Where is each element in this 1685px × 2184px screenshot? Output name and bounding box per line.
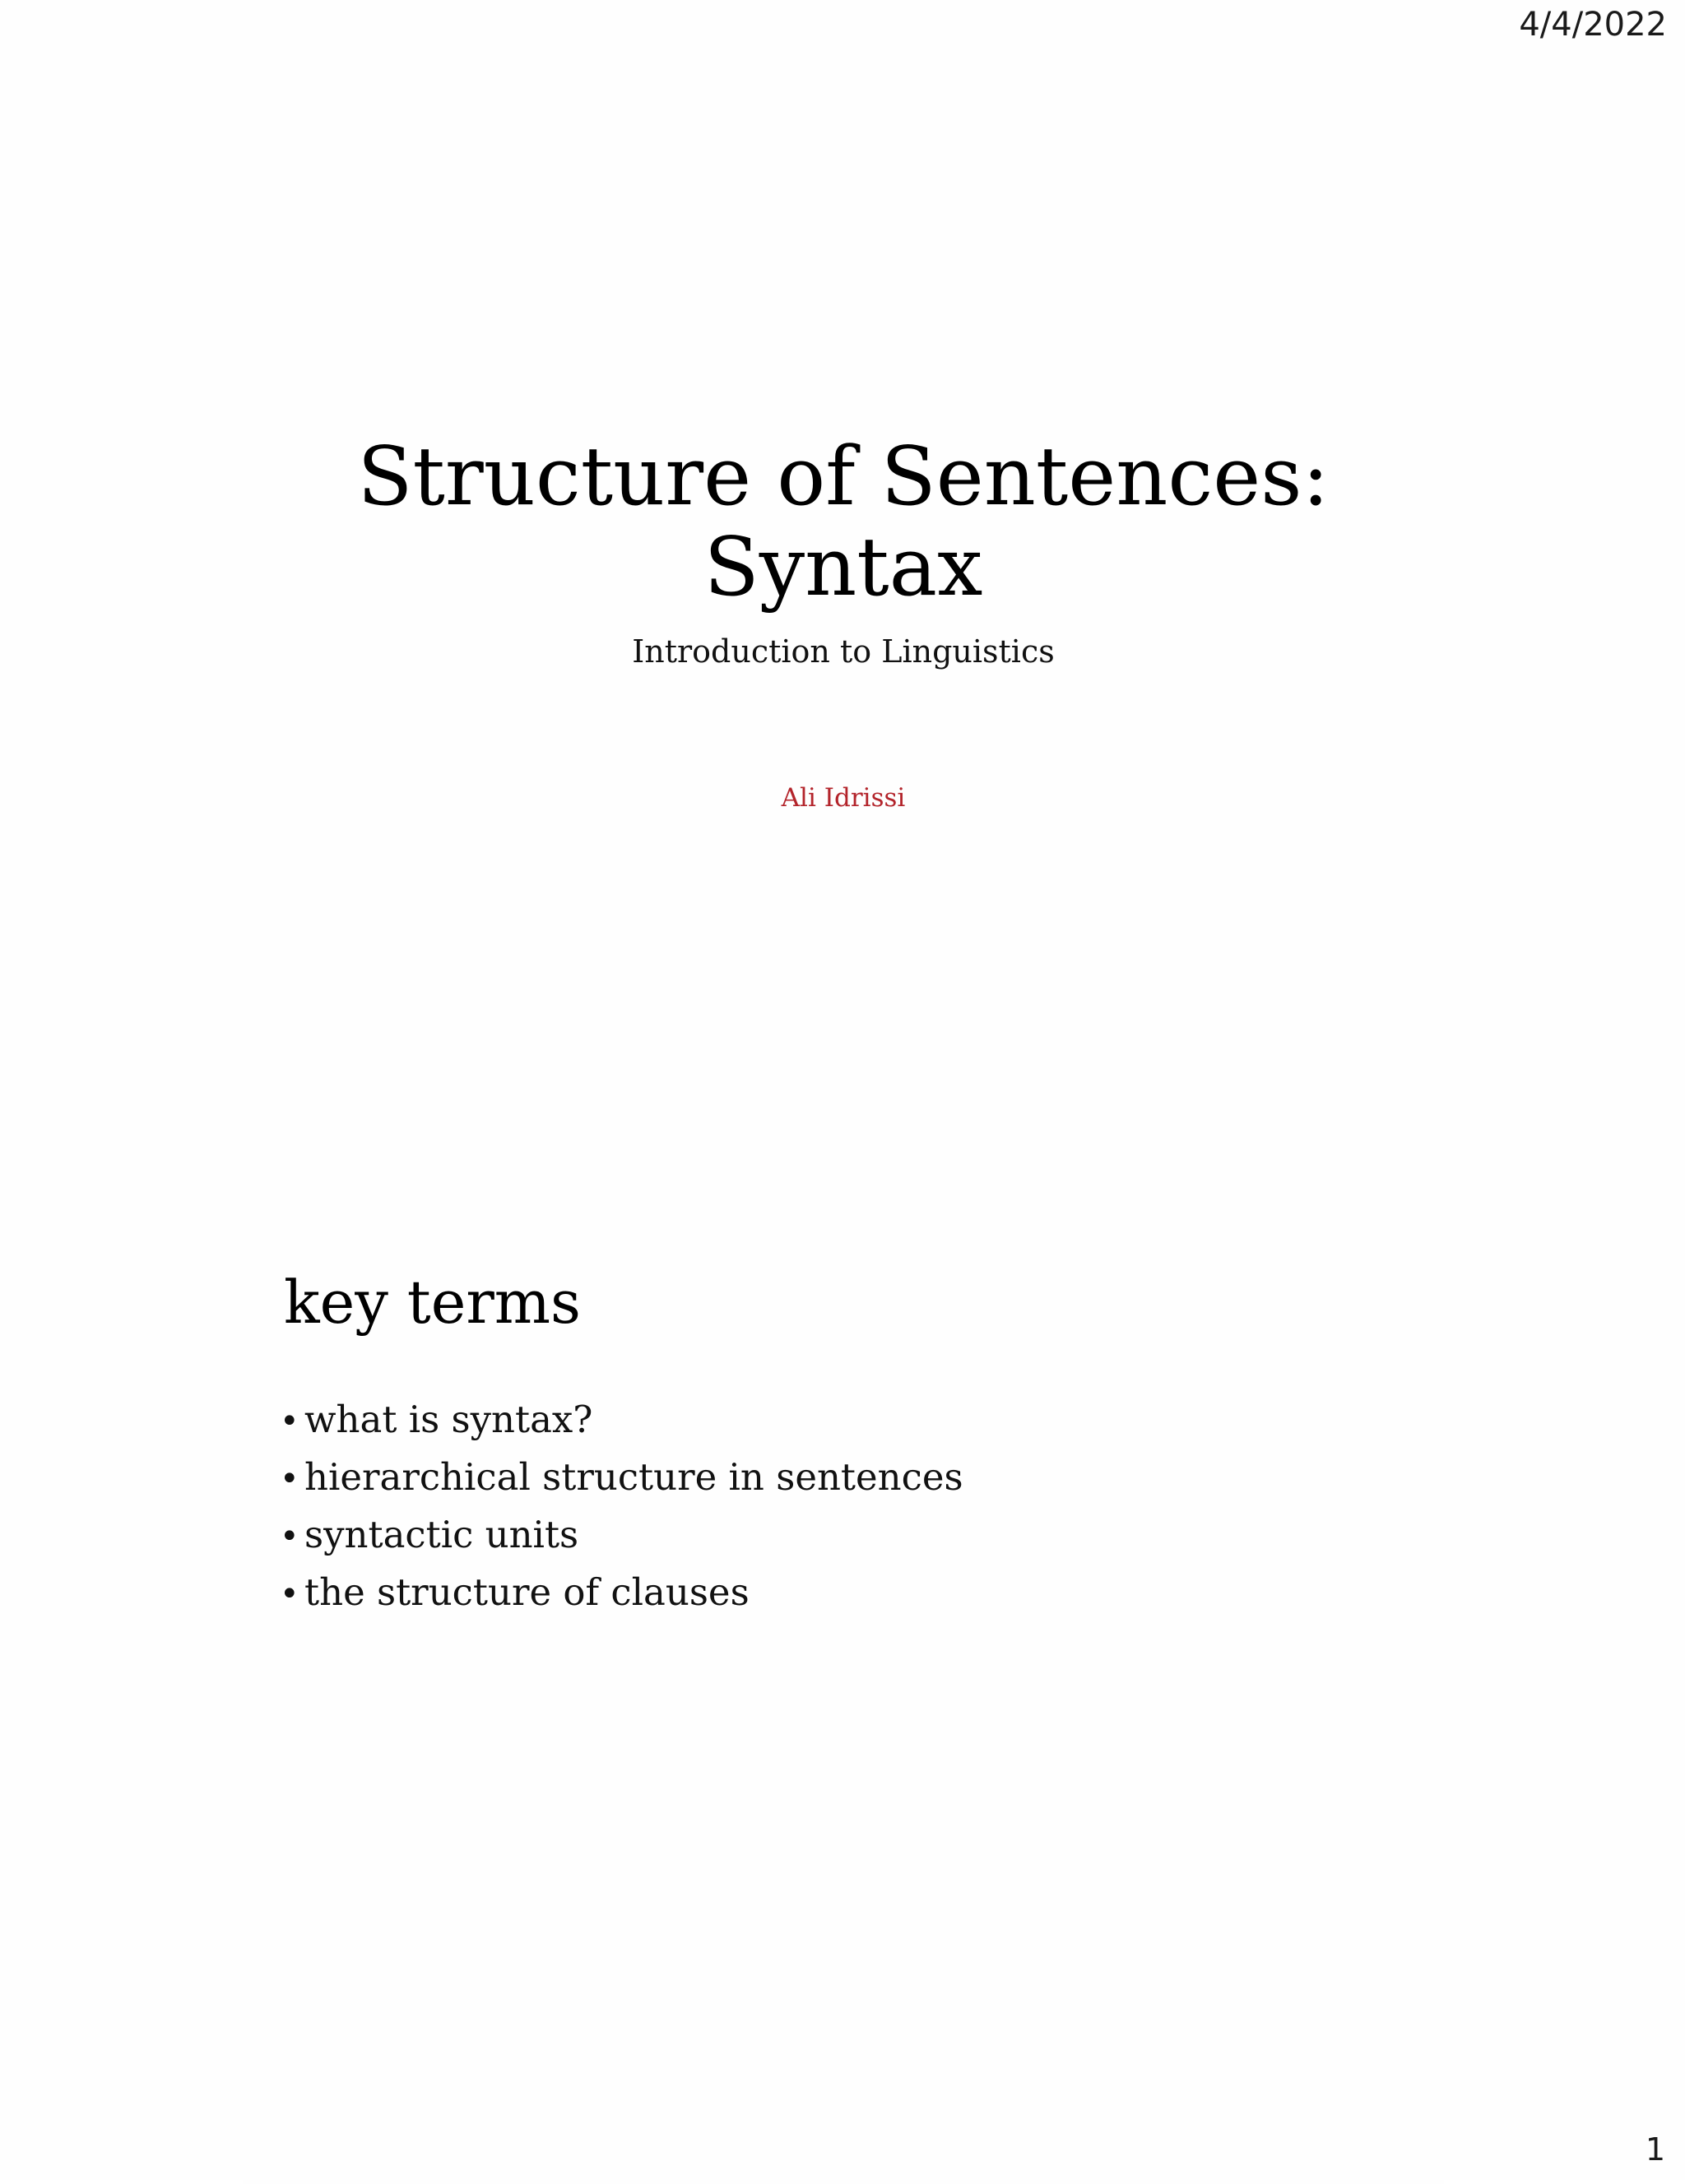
- header-date: 4/4/2022: [1519, 6, 1667, 44]
- bullet-list: [280, 1392, 963, 1622]
- list-item: [280, 1392, 963, 1449]
- list-item-text: hierarchical structure in sentences: [304, 1455, 963, 1499]
- page-number: 1: [1645, 2131, 1665, 2168]
- list-item: [280, 1565, 963, 1622]
- list-item: [280, 1449, 963, 1507]
- bullet-icon: •: [280, 1575, 299, 1613]
- list-item: [280, 1507, 963, 1565]
- slide-heading: key terms: [284, 1268, 581, 1337]
- list-item-text: what is syntax?: [304, 1398, 593, 1441]
- slide-subtitle: Introduction to Linguistics: [632, 633, 1055, 670]
- bullet-icon: •: [280, 1518, 299, 1556]
- title-slide: [243, 132, 1444, 1131]
- slide-title: [243, 432, 1444, 613]
- list-item-text: the structure of clauses: [304, 1570, 750, 1614]
- bullet-icon: •: [280, 1460, 299, 1498]
- author-name: Ali Idrissi: [781, 783, 906, 813]
- key-terms-slide: [243, 1185, 1444, 2184]
- bullet-icon: •: [280, 1403, 299, 1440]
- slide-title-line: Structure of Sentences:: [357, 430, 1330, 524]
- list-item-text: syntactic units: [304, 1513, 579, 1556]
- slide-title-line: Syntax: [703, 521, 983, 614]
